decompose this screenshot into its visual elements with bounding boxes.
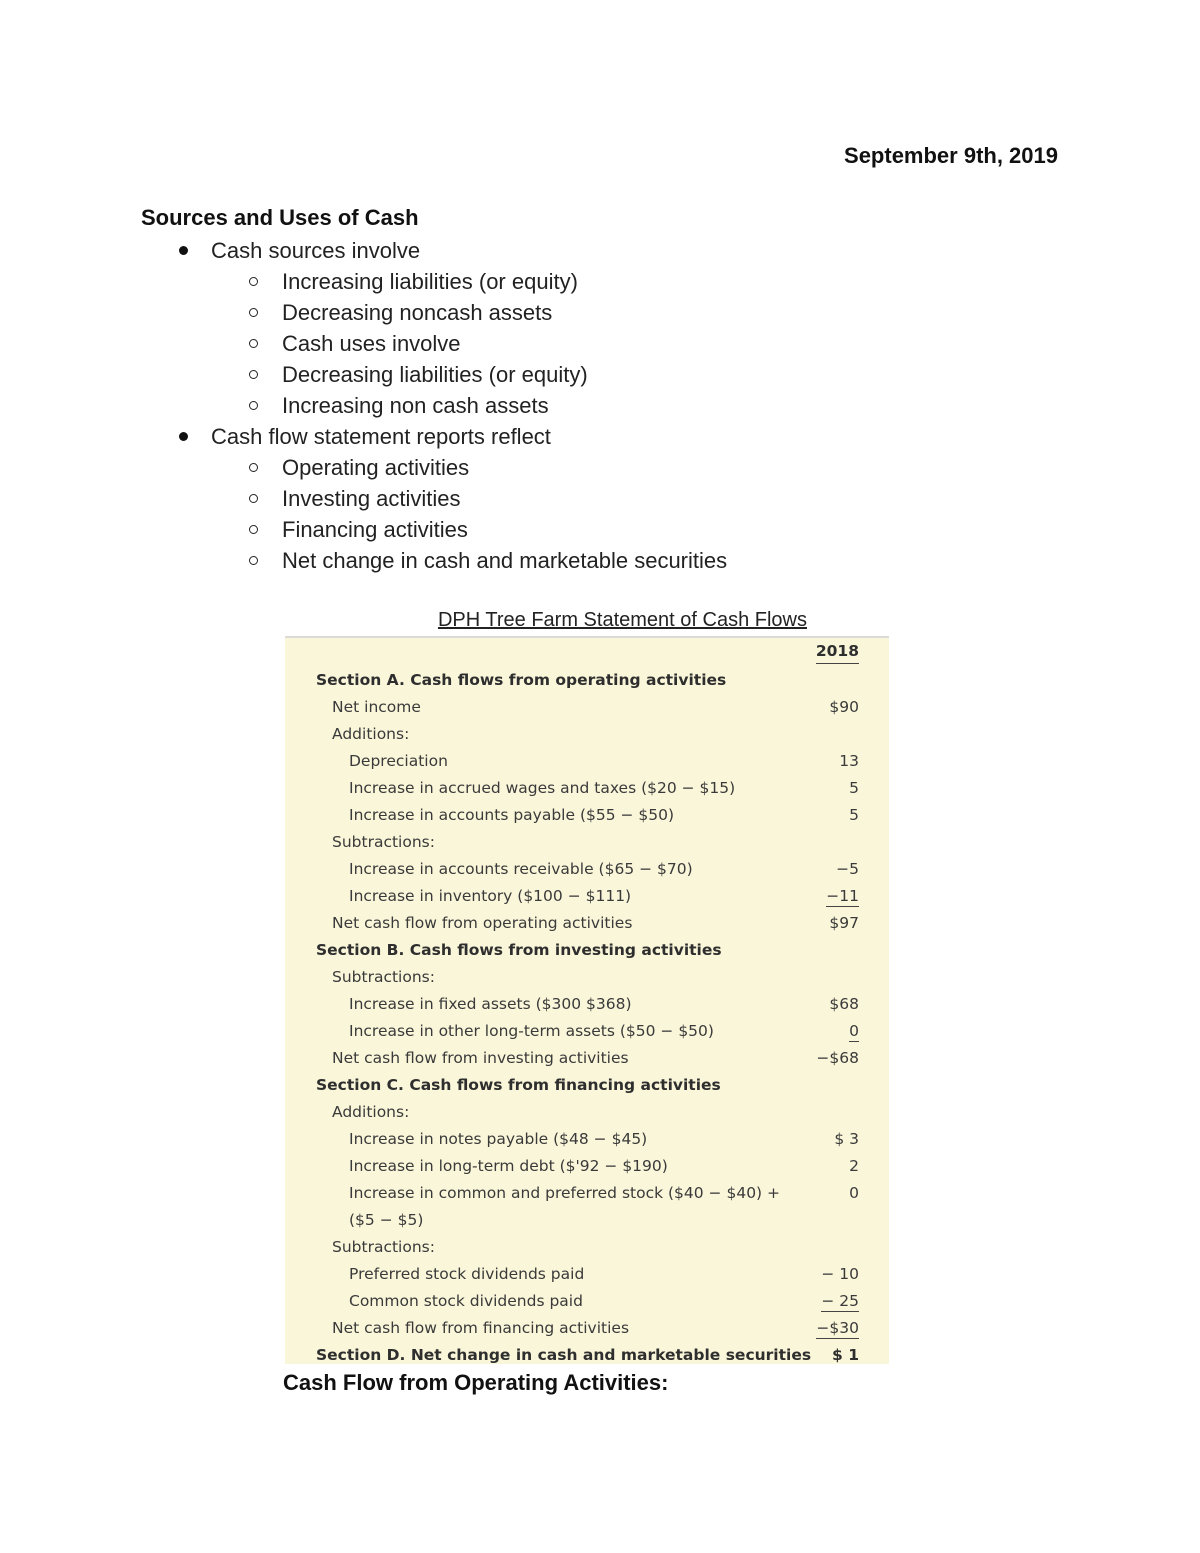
statement-row <box>285 1314 889 1341</box>
statement-row <box>285 1044 889 1071</box>
date-heading: September 9th, 2019 <box>844 143 1058 168</box>
hollow-bullet-icon <box>249 556 258 565</box>
statement-row-label: Net cash flow from investing activities <box>332 1049 629 1067</box>
statement-row <box>285 1287 889 1314</box>
outline-item-text: Financing activities <box>282 517 468 542</box>
statement-row <box>285 801 889 828</box>
bullet-outline <box>0 235 1200 576</box>
statement-row <box>285 828 889 855</box>
statement-row-value: 2 <box>849 1157 859 1175</box>
statement-row-value: 0 <box>849 1022 859 1040</box>
statement-row <box>285 1179 889 1206</box>
operating-activities-heading: Cash Flow from Operating Activities: <box>283 1370 669 1395</box>
statement-row-value: $ 1 <box>832 1346 859 1364</box>
statement-row <box>285 855 889 882</box>
year-column-header: 2018 <box>816 642 859 664</box>
section-title: Sources and Uses of Cash <box>141 205 419 230</box>
statement-row-label: Increase in accrued wages and taxes ($20 − $15) <box>349 779 736 797</box>
hollow-bullet-icon <box>249 525 258 534</box>
outline-item <box>0 483 1200 514</box>
outline-item-text: Increasing liabilities (or equity) <box>282 269 578 294</box>
statement-row-value: 0 <box>849 1184 859 1202</box>
statement-row-label: ($5 − $5) <box>349 1211 424 1229</box>
outline-item <box>0 390 1200 421</box>
outline-item-text: Decreasing liabilities (or equity) <box>282 362 588 387</box>
outline-item <box>0 328 1200 359</box>
statement-row-value: 5 <box>849 779 859 797</box>
statement-row-value: −$68 <box>816 1049 859 1067</box>
filled-bullet-icon <box>179 432 188 441</box>
outline-item-text: Increasing non cash assets <box>282 393 549 418</box>
statement-row-label: Additions: <box>332 1103 410 1121</box>
statement-caption: DPH Tree Farm Statement of Cash Flows <box>437 609 807 631</box>
outline-item-text: Decreasing noncash assets <box>282 300 553 325</box>
statement-row-value: $ 3 <box>834 1130 859 1148</box>
statement-row <box>285 909 889 936</box>
statement-row-value: − 25 <box>821 1292 859 1310</box>
outline-item <box>0 235 1200 266</box>
statement-row <box>285 936 889 963</box>
statement-row <box>285 882 889 909</box>
statement-row-label: Additions: <box>332 725 410 743</box>
statement-row-value: −11 <box>826 887 859 905</box>
outline-item-text: Operating activities <box>282 455 470 480</box>
hollow-bullet-icon <box>249 401 258 410</box>
filled-bullet-icon <box>179 246 188 255</box>
hollow-bullet-icon <box>249 277 258 286</box>
statement-row <box>285 747 889 774</box>
statement-row <box>285 1017 889 1044</box>
statement-row <box>285 1233 889 1260</box>
statement-row-label: Preferred stock dividends paid <box>349 1265 585 1283</box>
statement-row <box>285 693 889 720</box>
statement-row-value: −$30 <box>816 1319 859 1337</box>
outline-item-text: Cash uses involve <box>282 331 461 356</box>
statement-row-value: −5 <box>836 860 859 878</box>
statement-row-label: Section B. Cash flows from investing activities <box>316 941 722 959</box>
outline-item <box>0 297 1200 328</box>
statement-row-label: Section A. Cash flows from operating activities <box>316 671 727 689</box>
statement-row-label: Section C. Cash flows from financing activities <box>316 1076 721 1094</box>
statement-row <box>285 1098 889 1125</box>
statement-row-value: − 10 <box>821 1265 859 1283</box>
statement-row-value: 5 <box>849 806 859 824</box>
statement-row-label: Increase in inventory ($100 − $111) <box>349 887 632 905</box>
statement-row <box>285 1341 889 1364</box>
outline-item <box>0 452 1200 483</box>
cash-flow-statement-image <box>285 636 889 1364</box>
statement-row-value: $68 <box>829 995 859 1013</box>
statement-row-label: Common stock dividends paid <box>349 1292 583 1310</box>
statement-row-label: Subtractions: <box>332 968 435 986</box>
statement-row-label: Increase in accounts receivable ($65 − $70) <box>349 860 693 878</box>
statement-row-label: Depreciation <box>349 752 448 770</box>
statement-row <box>285 1152 889 1179</box>
outline-item <box>0 545 1200 576</box>
statement-row <box>285 990 889 1017</box>
statement-row <box>285 774 889 801</box>
statement-row-label: Net cash flow from financing activities <box>332 1319 630 1337</box>
outline-item-text: Investing activities <box>282 486 461 511</box>
statement-row-value: 13 <box>839 752 859 770</box>
outline-item <box>0 514 1200 545</box>
statement-row-label: Net cash flow from operating activities <box>332 914 633 932</box>
statement-row-value: $90 <box>829 698 859 716</box>
hollow-bullet-icon <box>249 463 258 472</box>
statement-row-label: Subtractions: <box>332 833 435 851</box>
statement-row <box>285 720 889 747</box>
statement-row <box>285 1125 889 1152</box>
hollow-bullet-icon <box>249 370 258 379</box>
statement-row <box>285 963 889 990</box>
hollow-bullet-icon <box>249 308 258 317</box>
outline-item <box>0 359 1200 390</box>
statement-row-label: Increase in long-term debt ($'92 − $190) <box>349 1157 668 1175</box>
outline-item-text: Cash sources involve <box>211 238 421 263</box>
statement-row <box>285 1206 889 1233</box>
statement-row-label: Net income <box>332 698 421 716</box>
statement-row-label: Subtractions: <box>332 1238 435 1256</box>
statement-row <box>285 1260 889 1287</box>
outline-item-text: Cash flow statement reports reflect <box>211 424 551 449</box>
statement-row-label: Increase in fixed assets ($300 $368) <box>349 995 632 1013</box>
hollow-bullet-icon <box>249 339 258 348</box>
statement-row-label: Increase in accounts payable ($55 − $50) <box>349 806 675 824</box>
hollow-bullet-icon <box>249 494 258 503</box>
outline-item <box>0 421 1200 452</box>
statement-row-label: Increase in notes payable ($48 − $45) <box>349 1130 648 1148</box>
statement-row-label: Increase in other long-term assets ($50 − $50) <box>349 1022 714 1040</box>
statement-row <box>285 666 889 693</box>
outline-item <box>0 266 1200 297</box>
statement-row-label: Section D. Net change in cash and marketable securities <box>316 1346 812 1364</box>
statement-row-value: $97 <box>829 914 859 932</box>
outline-item-text: Net change in cash and marketable securities <box>282 548 728 573</box>
statement-row-label: Increase in common and preferred stock ($40 − $40) + <box>349 1184 781 1202</box>
statement-row <box>285 1071 889 1098</box>
